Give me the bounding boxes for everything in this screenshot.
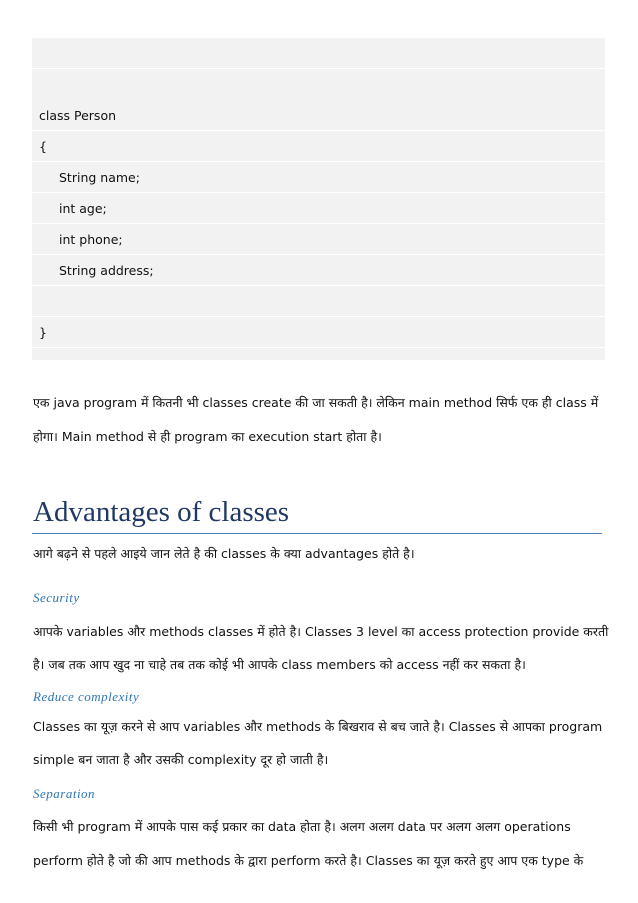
code-block [32,38,605,360]
separation-paragraph-line-2: perform होते है जो की आप methods के द्वारा perform करते है। Classes का यूज़ करते हुए आप एक type के [33,853,584,868]
heading-divider [32,533,602,534]
intro-paragraph-line-1: एक java program में कितनी भी classes create की जा सकती है। लेकिन main method सिर्फ एक ही class में [33,395,599,410]
subheading-separation: Separation [33,786,96,801]
subheading-reduce-complexity: Reduce complexity [33,689,140,704]
reduce-complexity-paragraph-line-1: Classes का यूज़ करने से आप variables और methods के बिखराव से बच जाते है। Classes से आपका program [33,719,603,734]
section-lead-paragraph: आगे बढ़ने से पहले आइये जान लेते है की classes के क्या advantages होते है। [33,546,415,561]
code-line-blank [32,286,605,317]
code-line-age-field: int age; [32,193,605,224]
code-line-open-brace: { [32,131,605,162]
code-line-phone-field: int phone; [32,224,605,255]
section-heading: Advantages of classes [33,496,290,528]
code-line-blank-top [32,38,605,69]
code-line-name-field: String name; [32,162,605,193]
separation-paragraph-line-1: किसी भी program में आपके पास कई प्रकार का data होता है। अलग अलग data पर अलग अलग operations [33,819,571,834]
reduce-complexity-paragraph-line-2: simple बन जाता है और उसकी complexity दूर हो जाती है। [33,752,329,767]
security-paragraph-line-1: आपके variables और methods classes में होते है। Classes 3 level का access protection provide करती [33,624,609,639]
code-line-class-declaration: class Person [32,100,605,131]
code-line-close-brace: } [32,317,605,348]
security-paragraph-line-2: है। जब तक आप खुद ना चाहे तब तक कोई भी आपके class members को access नहीं कर सकता है। [33,657,526,672]
subheading-security: Security [33,590,80,605]
code-line-address-field: String address; [32,255,605,286]
intro-paragraph-line-2: होगा। Main method से ही program का execution start होता है। [33,429,382,444]
